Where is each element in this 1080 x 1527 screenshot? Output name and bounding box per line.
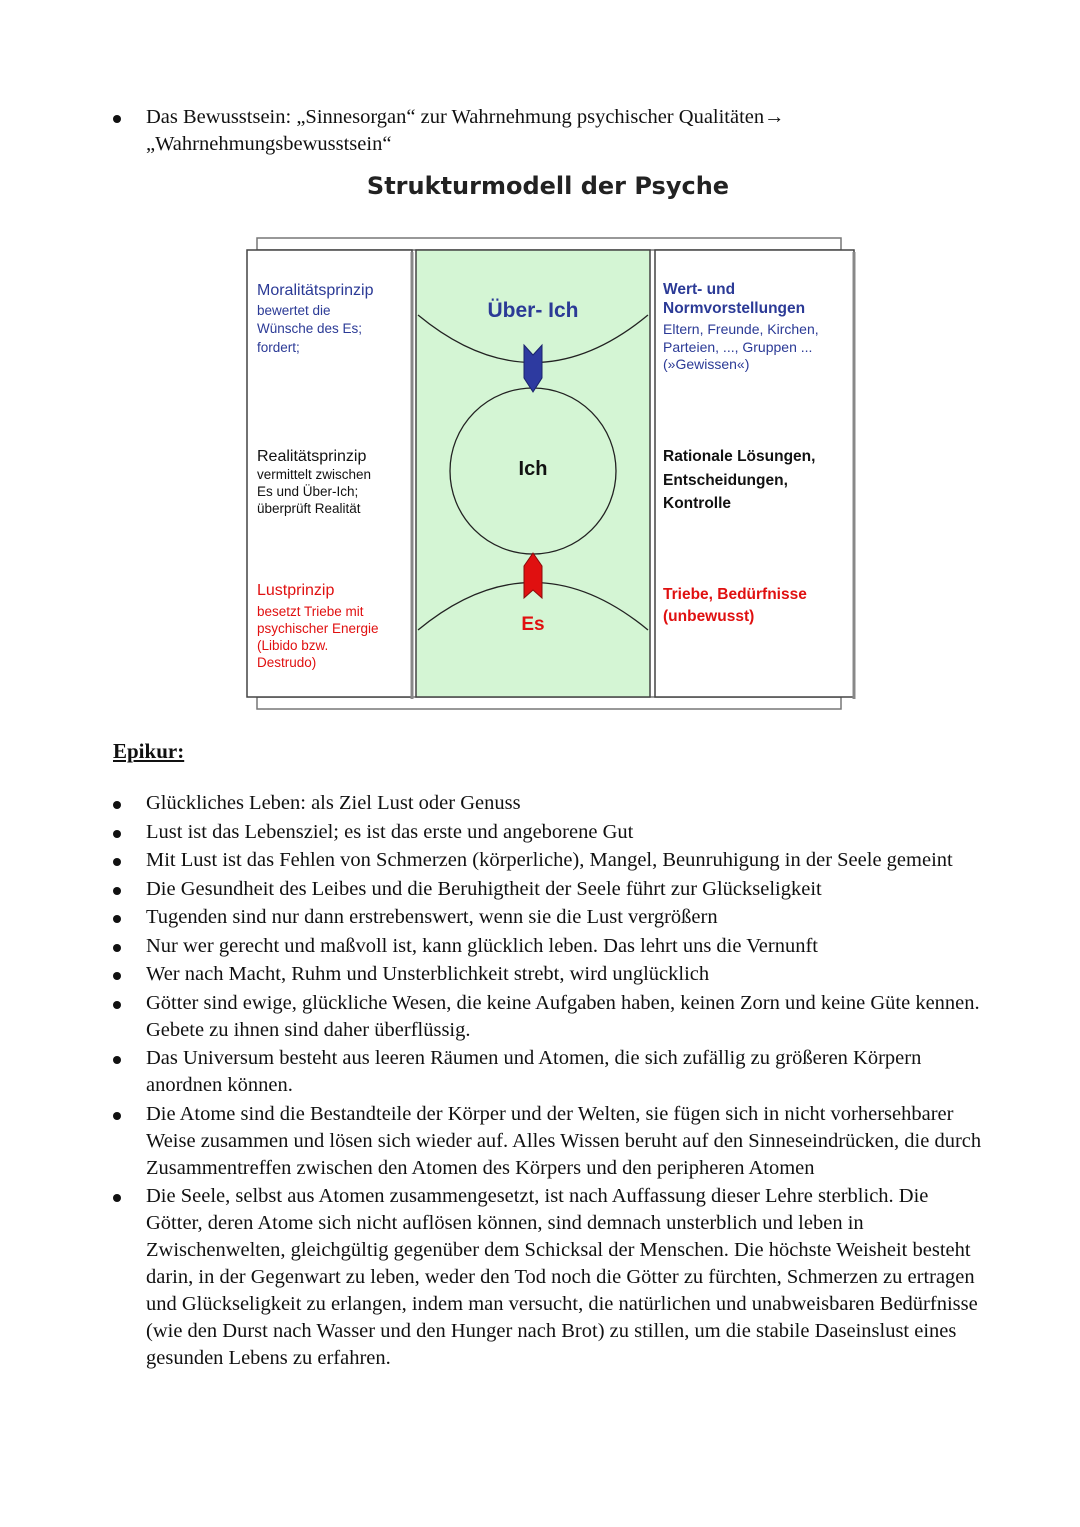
list-item [0,847,1080,874]
bullet-icon [113,1001,121,1009]
list-item [0,904,1080,931]
list-item-text: Wer nach Macht, Ruhm und Unsterblichkeit strebt, wird unglücklich [146,963,710,985]
rational-line3: Kontrolle [663,495,732,512]
wert-line5: (»Gewissen«) [663,356,750,372]
rational-line1: Rationale Lösungen, [663,448,816,465]
list-item [0,1045,1080,1099]
list-item [0,961,1080,988]
bullet-icon [113,887,121,895]
lust-heading: Lustprinzip [257,582,335,599]
bullet-icon [113,944,121,952]
structure-diagram [0,0,1080,720]
list-item-text: Die Seele, selbst aus Atomen zusammengesetzt, ist nach Auffassung dieser Lehre sterblich. Die Götter, deren Atome sich nicht auflösen können, sind demnach unsterblich und leben in Zwischenwelten, gleichgültig gegenüber dem Schicksal der Menschen. Die höchste Weisheit besteht darin, in der Gegenwart zu leben, weder den Tod noch die Götter zu fürchten, Schmerzen zu ertragen und Glückseligkeit zu erlangen, indem man versucht, die natürlichen und unabweisbaren Bedürfnisse (wie den Durst nach Wasser und den Hunger nach Brot) zu stillen, um die stabile Daseinslust eines gesunden Lebens zu erfahren. [146,1185,978,1369]
wert-line4: Parteien, ..., Gruppen ... [663,339,813,355]
triebe-line1: Triebe, Bedürfnisse [663,586,807,603]
frame-top-bar [257,238,841,250]
list-item [0,933,1080,960]
list-item-text: Die Atome sind die Bestandteile der Körper und der Welten, sie fügen sich in nicht vorhersehbarer Weise zusammen und lösen sich wieder auf. Alles Wissen beruht auf den Sinneseindrücken, die durch Zusammentreffen zwischen den Atomen des Körpers und den peripheren Atomen [146,1102,982,1179]
wert-line3: Eltern, Freunde, Kirchen, [663,321,819,337]
list-item-text: Mit Lust ist das Fehlen von Schmerzen (körperliche), Mangel, Beunruhigung in der Seele gemeint [146,849,953,871]
bullet-icon [113,972,121,980]
triebe-line2: (unbewusst) [663,608,755,625]
lust-line1: besetzt Triebe mit [257,604,364,619]
list-item [0,990,1080,1044]
lust-line3: (Libido bzw. [257,638,329,653]
epikur-heading: Epikur: [113,739,185,763]
list-item-text: Lust ist das Lebensziel; es ist das erste und angeborene Gut [146,820,634,843]
list-item [0,790,1080,817]
ueberich-label: Über- Ich [487,299,579,322]
real-heading: Realitätsprinzip [257,448,367,465]
bullet-icon [113,830,121,838]
bullet-icon [113,915,121,923]
moral-line3: fordert; [257,340,300,355]
moral-heading: Moralitätsprinzip [257,282,374,299]
bullet-icon [113,1112,121,1120]
ich-label: Ich [518,458,548,480]
list-item-text: Götter sind ewige, glückliche Wesen, die keine Aufgaben haben, keinen Zorn und keine Güte kennen. Gebete zu ihnen sind daher überflüssig. [146,991,980,1041]
list-item [0,876,1080,903]
list-item-text: Das Universum besteht aus leeren Räumen und Atomen, die sich zufällig zu größeren Körpern anordnen können. [146,1047,922,1096]
bullet-icon [113,801,121,809]
real-line1: vermittelt zwischen [257,467,372,482]
intro-line1: Das Bewusstsein: „Sinnesorgan“ zur Wahrnehmung psychischer Qualitäten→ [146,106,785,128]
real-line2: Es und Über-Ich; [257,484,359,499]
moral-line2: Wünsche des Es; [257,321,363,336]
epikur-list [0,790,1080,1374]
real-line3: überprüft Realität [257,501,361,516]
rational-line2: Entscheidungen, [663,472,788,489]
list-item-text: Tugenden sind nur dann erstrebenswert, wenn sie die Lust vergrößern [146,906,718,928]
list-item [0,1101,1080,1182]
diagram-title: Strukturmodell der Psyche [366,172,730,200]
intro-line2: „Wahrnehmungsbewusstsein“ [146,133,392,155]
moral-line1: bewertet die [257,303,331,318]
es-label: Es [521,614,545,635]
frame-bottom-bar [257,697,841,709]
list-item-text: Nur wer gerecht und maßvoll ist, kann glücklich leben. Das lehrt uns die Vernunft [146,934,818,957]
bullet-icon [113,1056,121,1064]
list-item [0,819,1080,846]
list-item-text: Die Gesundheit des Leibes und die Beruhigtheit der Seele führt zur Glückseligkeit [146,877,822,900]
list-item-text: Glückliches Leben: als Ziel Lust oder Genuss [146,792,521,814]
wert-line2: Normvorstellungen [663,300,806,317]
wert-line1: Wert- und [663,281,736,298]
bullet-icon [113,858,121,866]
list-item [0,1183,1080,1372]
lust-line2: psychischer Energie [257,621,379,636]
lust-line4: Destrudo) [257,655,317,670]
bullet-icon [113,1194,121,1202]
